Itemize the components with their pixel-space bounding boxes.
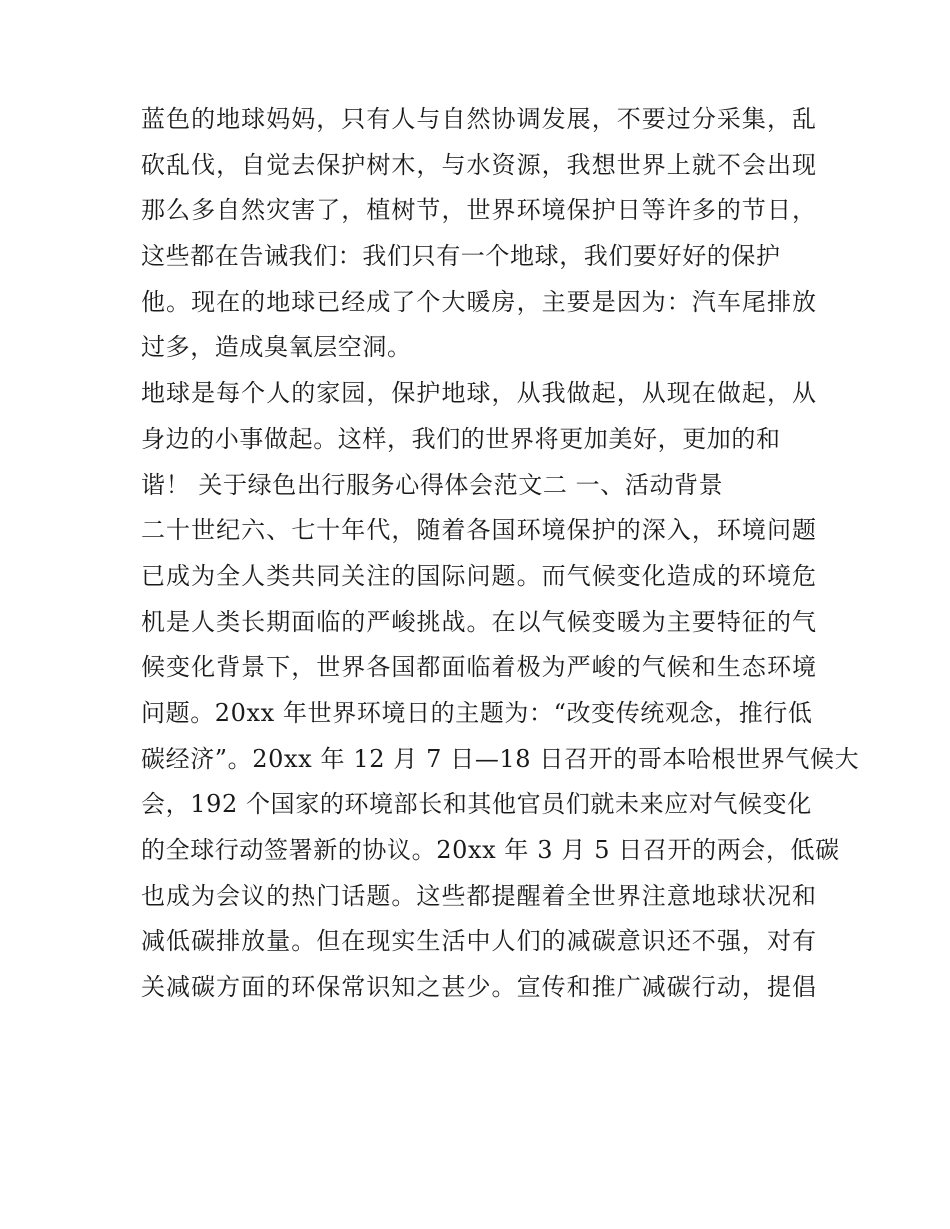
text-line: 过多，造成臭氧层空洞。 xyxy=(141,333,412,362)
text-line: 问题。20xx 年世界环境日的主题为：“改变传统观念，推行低 xyxy=(141,698,813,727)
text-line: 已成为全人类共同关注的国际问题。而气候变化造成的环境危 xyxy=(141,561,816,590)
text-line: 谐！ 关于绿色出行服务心得体会范文二 一、活动背景 xyxy=(141,470,724,499)
text-line: 关减碳方面的环保常识知之甚少。宣传和推广减碳行动，提倡 xyxy=(141,973,816,1002)
text-line: 身边的小事做起。这样，我们的世界将更加美好，更加的和 xyxy=(141,424,781,453)
text-line: 二十世纪六、七十年代，随着各国环境保护的深入，环境问题 xyxy=(141,516,816,545)
text-line: 也成为会议的热门话题。这些都提醒着全世界注意地球状况和 xyxy=(141,881,816,910)
text-line: 他。现在的地球已经成了个大暖房，主要是因为：汽车尾排放 xyxy=(141,287,816,316)
text-line: 碳经济”。20xx 年 12 月 7 日—18 日召开的哥本哈根世界气候大 xyxy=(141,744,860,773)
text-line: 那么多自然灾害了，植树节，世界环境保护日等许多的节日， xyxy=(141,196,816,225)
text-line: 砍乱伐，自觉去保护树木，与水资源，我想世界上就不会出现 xyxy=(141,150,816,179)
text-line: 机是人类长期面临的严峻挑战。在以气候变暖为主要特征的气 xyxy=(141,607,816,636)
text-line: 地球是每个人的家园，保护地球，从我做起，从现在做起，从 xyxy=(141,379,816,408)
body-text xyxy=(141,97,860,1011)
text-line: 的全球行动签署新的协议。20xx 年 3 月 5 日召开的两会，低碳 xyxy=(141,836,840,864)
text-line: 候变化背景下，世界各国都面临着极为严峻的气候和生态环境 xyxy=(141,653,816,682)
text-line: 蓝色的地球妈妈，只有人与自然协调发展，不要过分采集，乱 xyxy=(141,105,816,133)
text-line: 这些都在告诫我们：我们只有一个地球，我们要好好的保护 xyxy=(141,242,781,271)
text-line: 减低碳排放量。但在现实生活中人们的减碳意识还不强，对有 xyxy=(141,927,816,956)
text-line: 会，192 个国家的环境部长和其他官员们就未来应对气候变化 xyxy=(141,790,812,819)
